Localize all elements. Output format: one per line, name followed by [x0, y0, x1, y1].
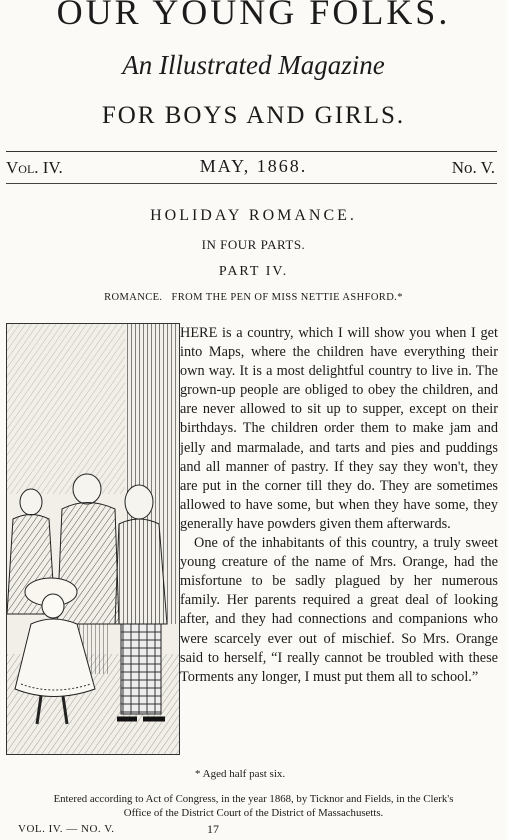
magazine-title: OUR YOUNG FOLKS.: [56, 0, 451, 32]
page-number: 17: [207, 822, 219, 836]
magazine-subtitle: An Illustrated Magazine: [122, 50, 385, 80]
footnote: * Aged half past six.: [195, 768, 286, 780]
article-paragraph: One of the inhabitants of this country, a truly sweet young creature of the name of Mrs. Orange, had the misfortune to be sadly plagued by her numerous family. Her parents required a great deal of looking after, and they had connections and companions who were scarcely ever out of mischief. So Mrs. Orange said to herself, “I really cannot be troubled with these Torments any longer, I must put them all to school.”: [180, 535, 498, 685]
article-parts: IN FOUR PARTS.: [201, 237, 306, 252]
issue-date: MAY, 1868.: [199, 156, 308, 176]
article-byline: ROMANCE. FROM THE PEN OF MISS NETTIE ASHFORD.*: [104, 292, 403, 303]
copyright-line: Entered according to Act of Congress, in the year 1868, by Ticknor and Fields, in the Clerk's: [53, 793, 454, 805]
footer-volume-number: VOL. IV. — NO. V.: [18, 823, 115, 835]
issue-number: No. V.: [451, 158, 495, 177]
top-rule: [6, 151, 497, 152]
magazine-audience: FOR BOYS AND GIRLS.: [101, 102, 406, 129]
article-body: [180, 324, 498, 687]
article-paragraph: HERE is a country, which I will show you when I get into Maps, where the children have everything their own way. It is a most delightful country to live in. The grown-up people are obliged to obey the children, and are never allowed to sit up to supper, except on their birthdays. The children order them to make jam and jelly and marmalade, and tarts and pies and puddings and all manner of pastry. If they say they won't, they are put in the corner till they do. They are sometimes allowed to have some, but when they have some, they generally have powders given them afterwards.: [180, 325, 498, 532]
article-title: HOLIDAY ROMANCE.: [150, 207, 357, 224]
copyright-notice: [0, 792, 507, 820]
article-part: PART IV.: [218, 264, 289, 279]
volume-label: Vol. IV.: [6, 158, 63, 177]
engraving-illustration-icon: [6, 323, 180, 755]
copyright-line: Office of the District Court of the District of Massachusetts.: [123, 807, 384, 819]
bottom-rule: [6, 183, 497, 184]
